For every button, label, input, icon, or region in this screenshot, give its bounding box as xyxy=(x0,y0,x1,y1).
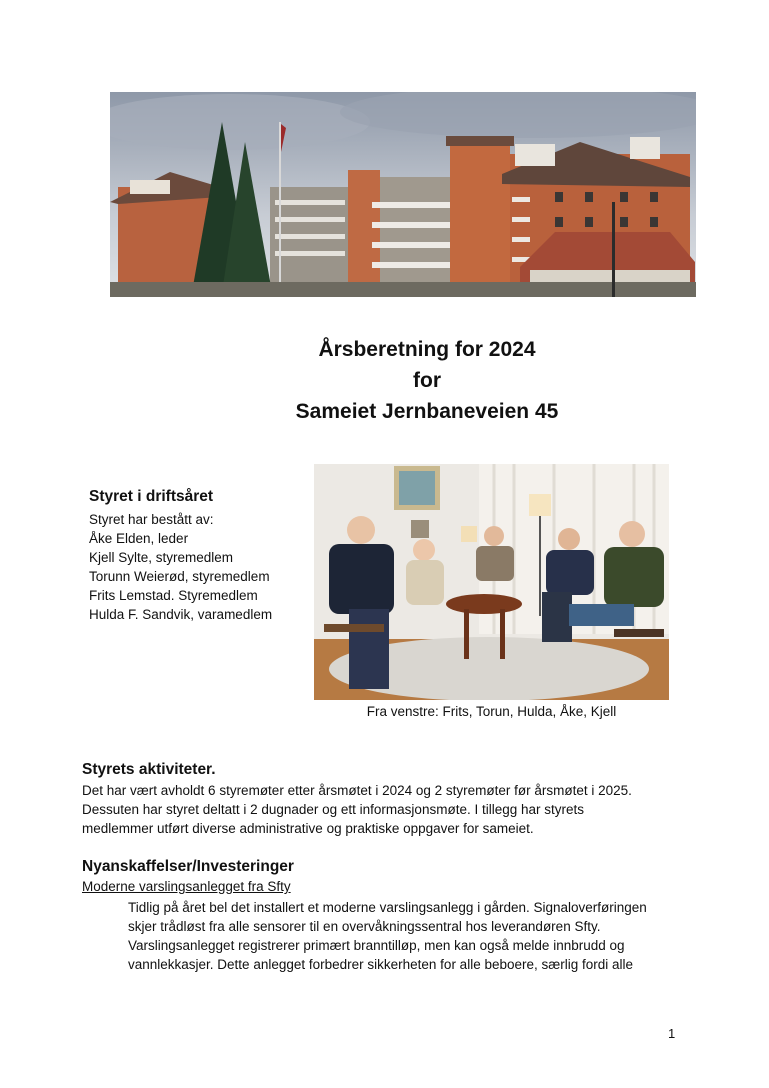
report-title-connector: for xyxy=(413,369,441,392)
activities-line: Det har vært avholdt 6 styremøter etter årsmøtet i 2024 og 2 styremøter før årsmøtet i 2025. xyxy=(82,783,632,798)
activities-line: medlemmer utført diverse administrative og praktiske oppgaver for sameiet. xyxy=(82,821,534,836)
page-number: 1 xyxy=(668,1026,676,1041)
board-member: Åke Elden, leder xyxy=(89,531,189,546)
board-heading: Styret i driftsåret xyxy=(89,488,214,505)
building-photo xyxy=(110,92,696,297)
board-member: Frits Lemstad. Styremedlem xyxy=(89,588,258,603)
activities-line: Dessuten har styret deltatt i 2 dugnader og ett informasjonsmøte. I tillegg har styrets xyxy=(82,802,584,817)
board-intro: Styret har bestått av: xyxy=(89,512,214,527)
investments-heading: Nyanskaffelser/Investeringer xyxy=(82,858,294,875)
activities-heading: Styrets aktiviteter. xyxy=(82,761,216,778)
board-member: Hulda F. Sandvik, varamedlem xyxy=(89,607,273,622)
investments-line: Tidlig på året bel det installert et moderne varslingsanlegg i gården. Signaloverføringen xyxy=(128,900,647,915)
board-photo-caption: Fra venstre: Frits, Torun, Hulda, Åke, Kjell xyxy=(366,704,617,719)
investments-text xyxy=(128,898,688,974)
board-member: Kjell Sylte, styremedlem xyxy=(89,550,234,565)
report-title-organization: Sameiet Jernbaneveien 45 xyxy=(295,400,559,423)
activities-text xyxy=(82,781,692,838)
investments-subheading: Moderne varslingsanlegget fra Sfty xyxy=(82,879,291,894)
investments-line: skjer trådløst fra alle sensorer til en overvåkningssentral hos leverandøren Sfty. xyxy=(128,919,601,934)
board-photo xyxy=(314,464,669,700)
report-title: Årsberetning for 2024 xyxy=(318,338,536,361)
investments-line: Varslingsanlegget registrerer primært branntilløp, men kan også melde innbrudd og xyxy=(128,938,625,953)
board-member: Torunn Weierød, styremedlem xyxy=(89,569,270,584)
investments-line: vannlekkasjer. Dette anlegget forbedrer sikkerheten for alle beboere, særlig fordi alle xyxy=(128,957,634,972)
